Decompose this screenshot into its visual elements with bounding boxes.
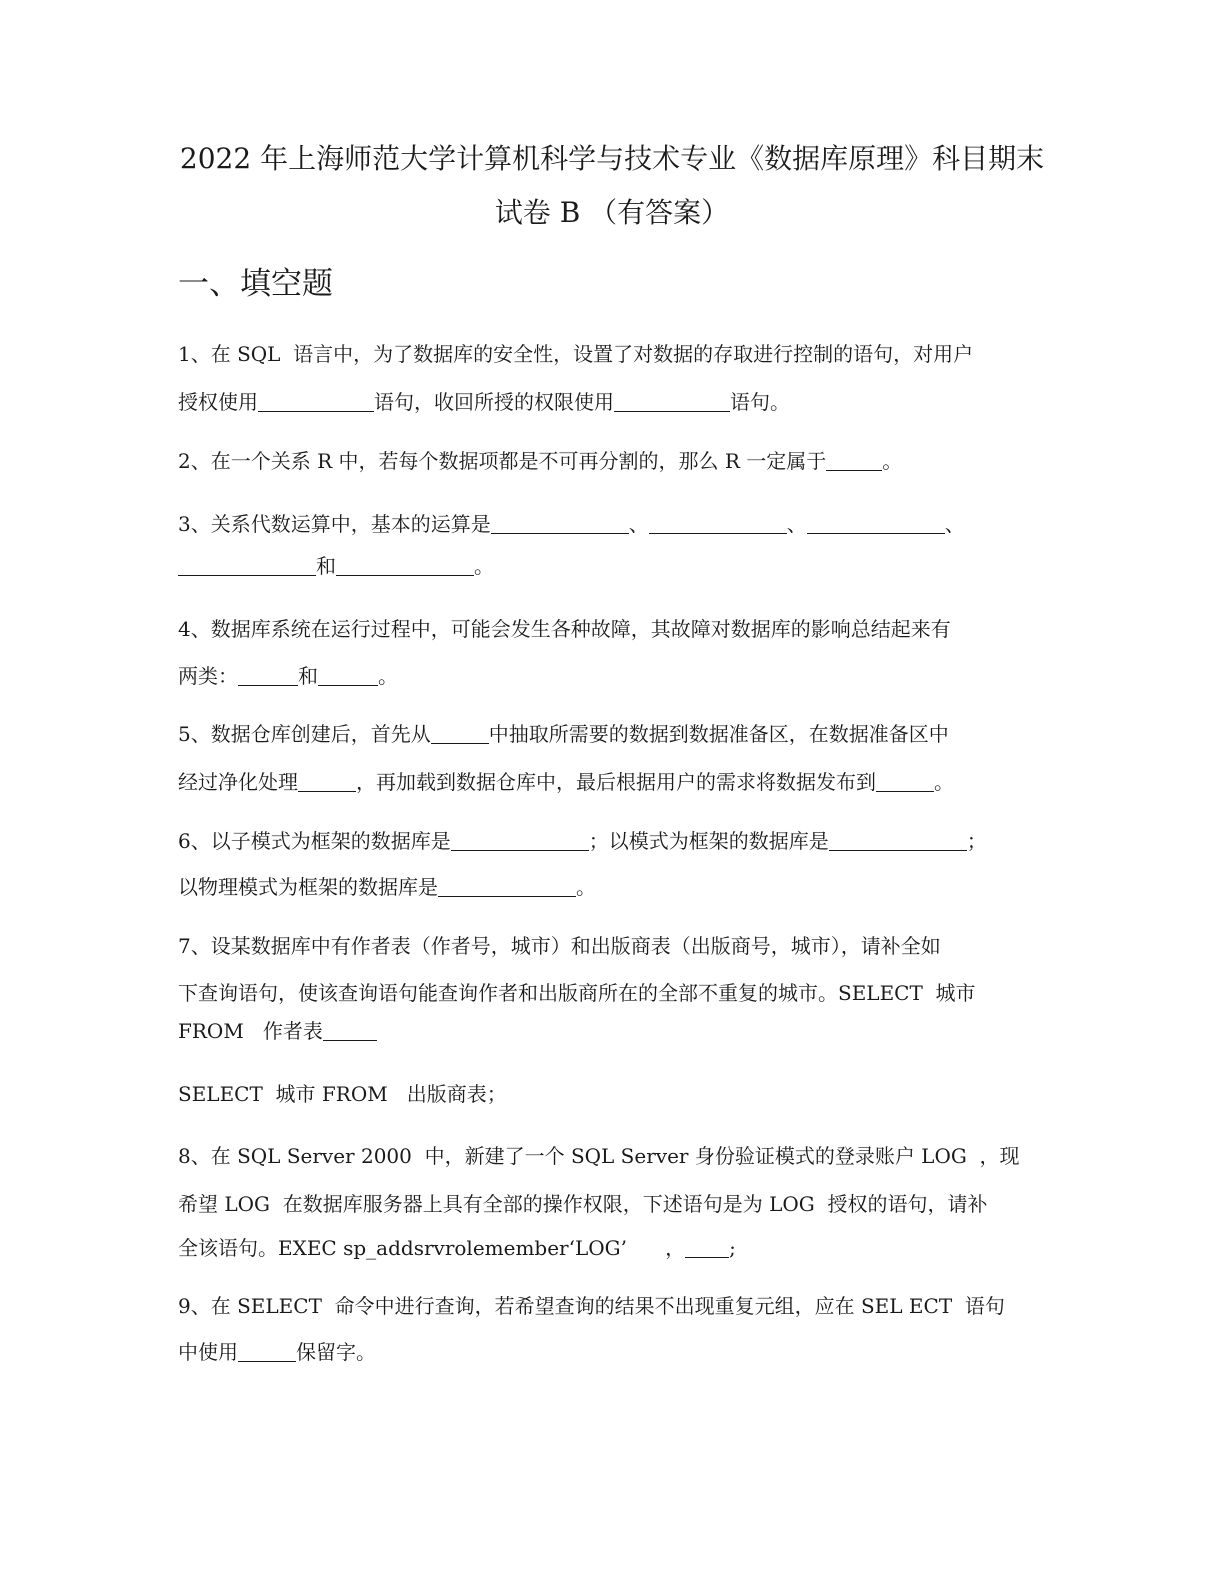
- question-1-text-b: 语句，收回所授的权限使用: [374, 390, 614, 414]
- question-6-text-c: ；: [966, 829, 987, 853]
- question-8-text-b: ;: [729, 1236, 736, 1260]
- question-7-line-2: 下查询语句，使该查询语句能查询作者和出版商所在的全部不重复的城市。SELECT 城市: [178, 981, 976, 1005]
- question-4-text-c: 。: [378, 664, 398, 688]
- separator: 、: [628, 512, 649, 536]
- answer-blank[interactable]: [649, 513, 787, 534]
- question-1-text-a: 授权使用: [178, 390, 258, 414]
- question-5-text-d: ，再加载到数据仓库中，最后根据用户的需求将数据发布到: [356, 770, 876, 794]
- question-5-line-2: [178, 769, 954, 795]
- answer-blank[interactable]: [451, 830, 589, 851]
- question-2: [178, 448, 902, 474]
- answer-blank[interactable]: [491, 513, 629, 534]
- answer-blank[interactable]: [238, 1341, 296, 1362]
- question-6-line-1: [178, 828, 987, 854]
- question-5-text-e: 。: [934, 770, 954, 794]
- question-6-text-e: 。: [576, 875, 596, 899]
- question-9-text-b: 保留字。: [296, 1340, 376, 1364]
- question-8-text-a: 全该语句。EXEC sp_addsrvrolemember‘LOG’ ，: [178, 1236, 686, 1260]
- answer-blank[interactable]: [438, 876, 576, 897]
- question-3-line-2: [178, 553, 494, 579]
- question-8-line-2: 希望 LOG 在数据库服务器上具有全部的操作权限，下述语句是为 LOG 授权的语句，请补: [178, 1192, 988, 1216]
- question-3-and: 和: [316, 554, 336, 578]
- question-9-text-a: 中使用: [178, 1340, 238, 1364]
- question-9-line-2: [178, 1339, 376, 1365]
- question-5-text-b: 中抽取所需要的数据到数据准备区，在数据准备区中: [488, 722, 949, 746]
- question-6-text-a: 6、以子模式为框架的数据库是: [178, 829, 451, 853]
- answer-blank[interactable]: [614, 391, 730, 412]
- question-8-line-3: [178, 1235, 736, 1261]
- question-1-line-2: [178, 389, 790, 415]
- question-5-text-c: 经过净化处理: [178, 770, 298, 794]
- question-4-line-1: 4、数据库系统在运行过程中，可能会发生各种故障，其故障对数据库的影响总结起来有: [178, 617, 951, 641]
- question-3-end: 。: [474, 554, 494, 578]
- question-1-text-c: 语句。: [730, 390, 790, 414]
- answer-blank[interactable]: [431, 723, 489, 744]
- question-2-text-a: 2、在一个关系 R 中，若每个数据项都是不可再分割的，那么 R 一定属于: [178, 449, 827, 473]
- question-6-text-b: ；以模式为框架的数据库是: [588, 829, 829, 853]
- answer-blank[interactable]: [178, 555, 316, 576]
- question-2-text-b: 。: [882, 449, 903, 473]
- question-7-text-from: FROM 作者表: [178, 1019, 323, 1043]
- question-6-line-2: [178, 874, 596, 900]
- question-4-text-b: 和: [298, 664, 318, 688]
- question-7-line-3: [178, 1018, 377, 1044]
- answer-blank[interactable]: [685, 1237, 729, 1258]
- separator: 、: [786, 512, 807, 536]
- answer-blank[interactable]: [323, 1020, 377, 1041]
- separator: 、: [944, 512, 965, 536]
- answer-blank[interactable]: [298, 771, 356, 792]
- section-heading: 一、填空题: [178, 266, 333, 302]
- question-5-line-1: [178, 721, 949, 747]
- answer-blank[interactable]: [258, 391, 374, 412]
- answer-blank[interactable]: [876, 771, 934, 792]
- answer-blank[interactable]: [826, 450, 882, 471]
- question-6-text-d: 以物理模式为框架的数据库是: [178, 875, 438, 899]
- question-7-line-4: SELECT 城市 FROM 出版商表；: [178, 1082, 507, 1106]
- question-8-line-1: 8、在 SQL Server 2000 中，新建了一个 SQL Server 身份验证模式的登录账户 LOG ，现: [178, 1144, 1020, 1168]
- question-3-line-1: [178, 511, 965, 537]
- question-1-line-1: 1、在 SQL 语言中，为了数据库的安全性，设置了对数据的存取进行控制的语句，对用户: [178, 342, 974, 366]
- answer-blank[interactable]: [336, 555, 474, 576]
- question-4-text-a: 两类：: [178, 664, 238, 688]
- question-5-text-a: 5、数据仓库创建后，首先从: [178, 722, 431, 746]
- question-7-line-1: 7、设某数据库中有作者表（作者号，城市）和出版商表（出版商号，城市），请补全如: [178, 934, 941, 958]
- question-9-line-1: 9、在 SELECT 命令中进行查询，若希望查询的结果不出现重复元组，应在 SEL ECT 语句: [178, 1294, 1005, 1318]
- question-3-text-a: 3、关系代数运算中，基本的运算是: [178, 512, 491, 536]
- question-4-line-2: [178, 663, 398, 689]
- answer-blank[interactable]: [238, 665, 298, 686]
- answer-blank[interactable]: [807, 513, 945, 534]
- answer-blank[interactable]: [829, 830, 967, 851]
- exam-title-line-1: 2022 年上海师范大学计算机科学与技术专业《数据库原理》科目期末: [179, 142, 1045, 175]
- exam-title-line-2: 试卷 B （有答案）: [494, 196, 730, 229]
- answer-blank[interactable]: [318, 665, 378, 686]
